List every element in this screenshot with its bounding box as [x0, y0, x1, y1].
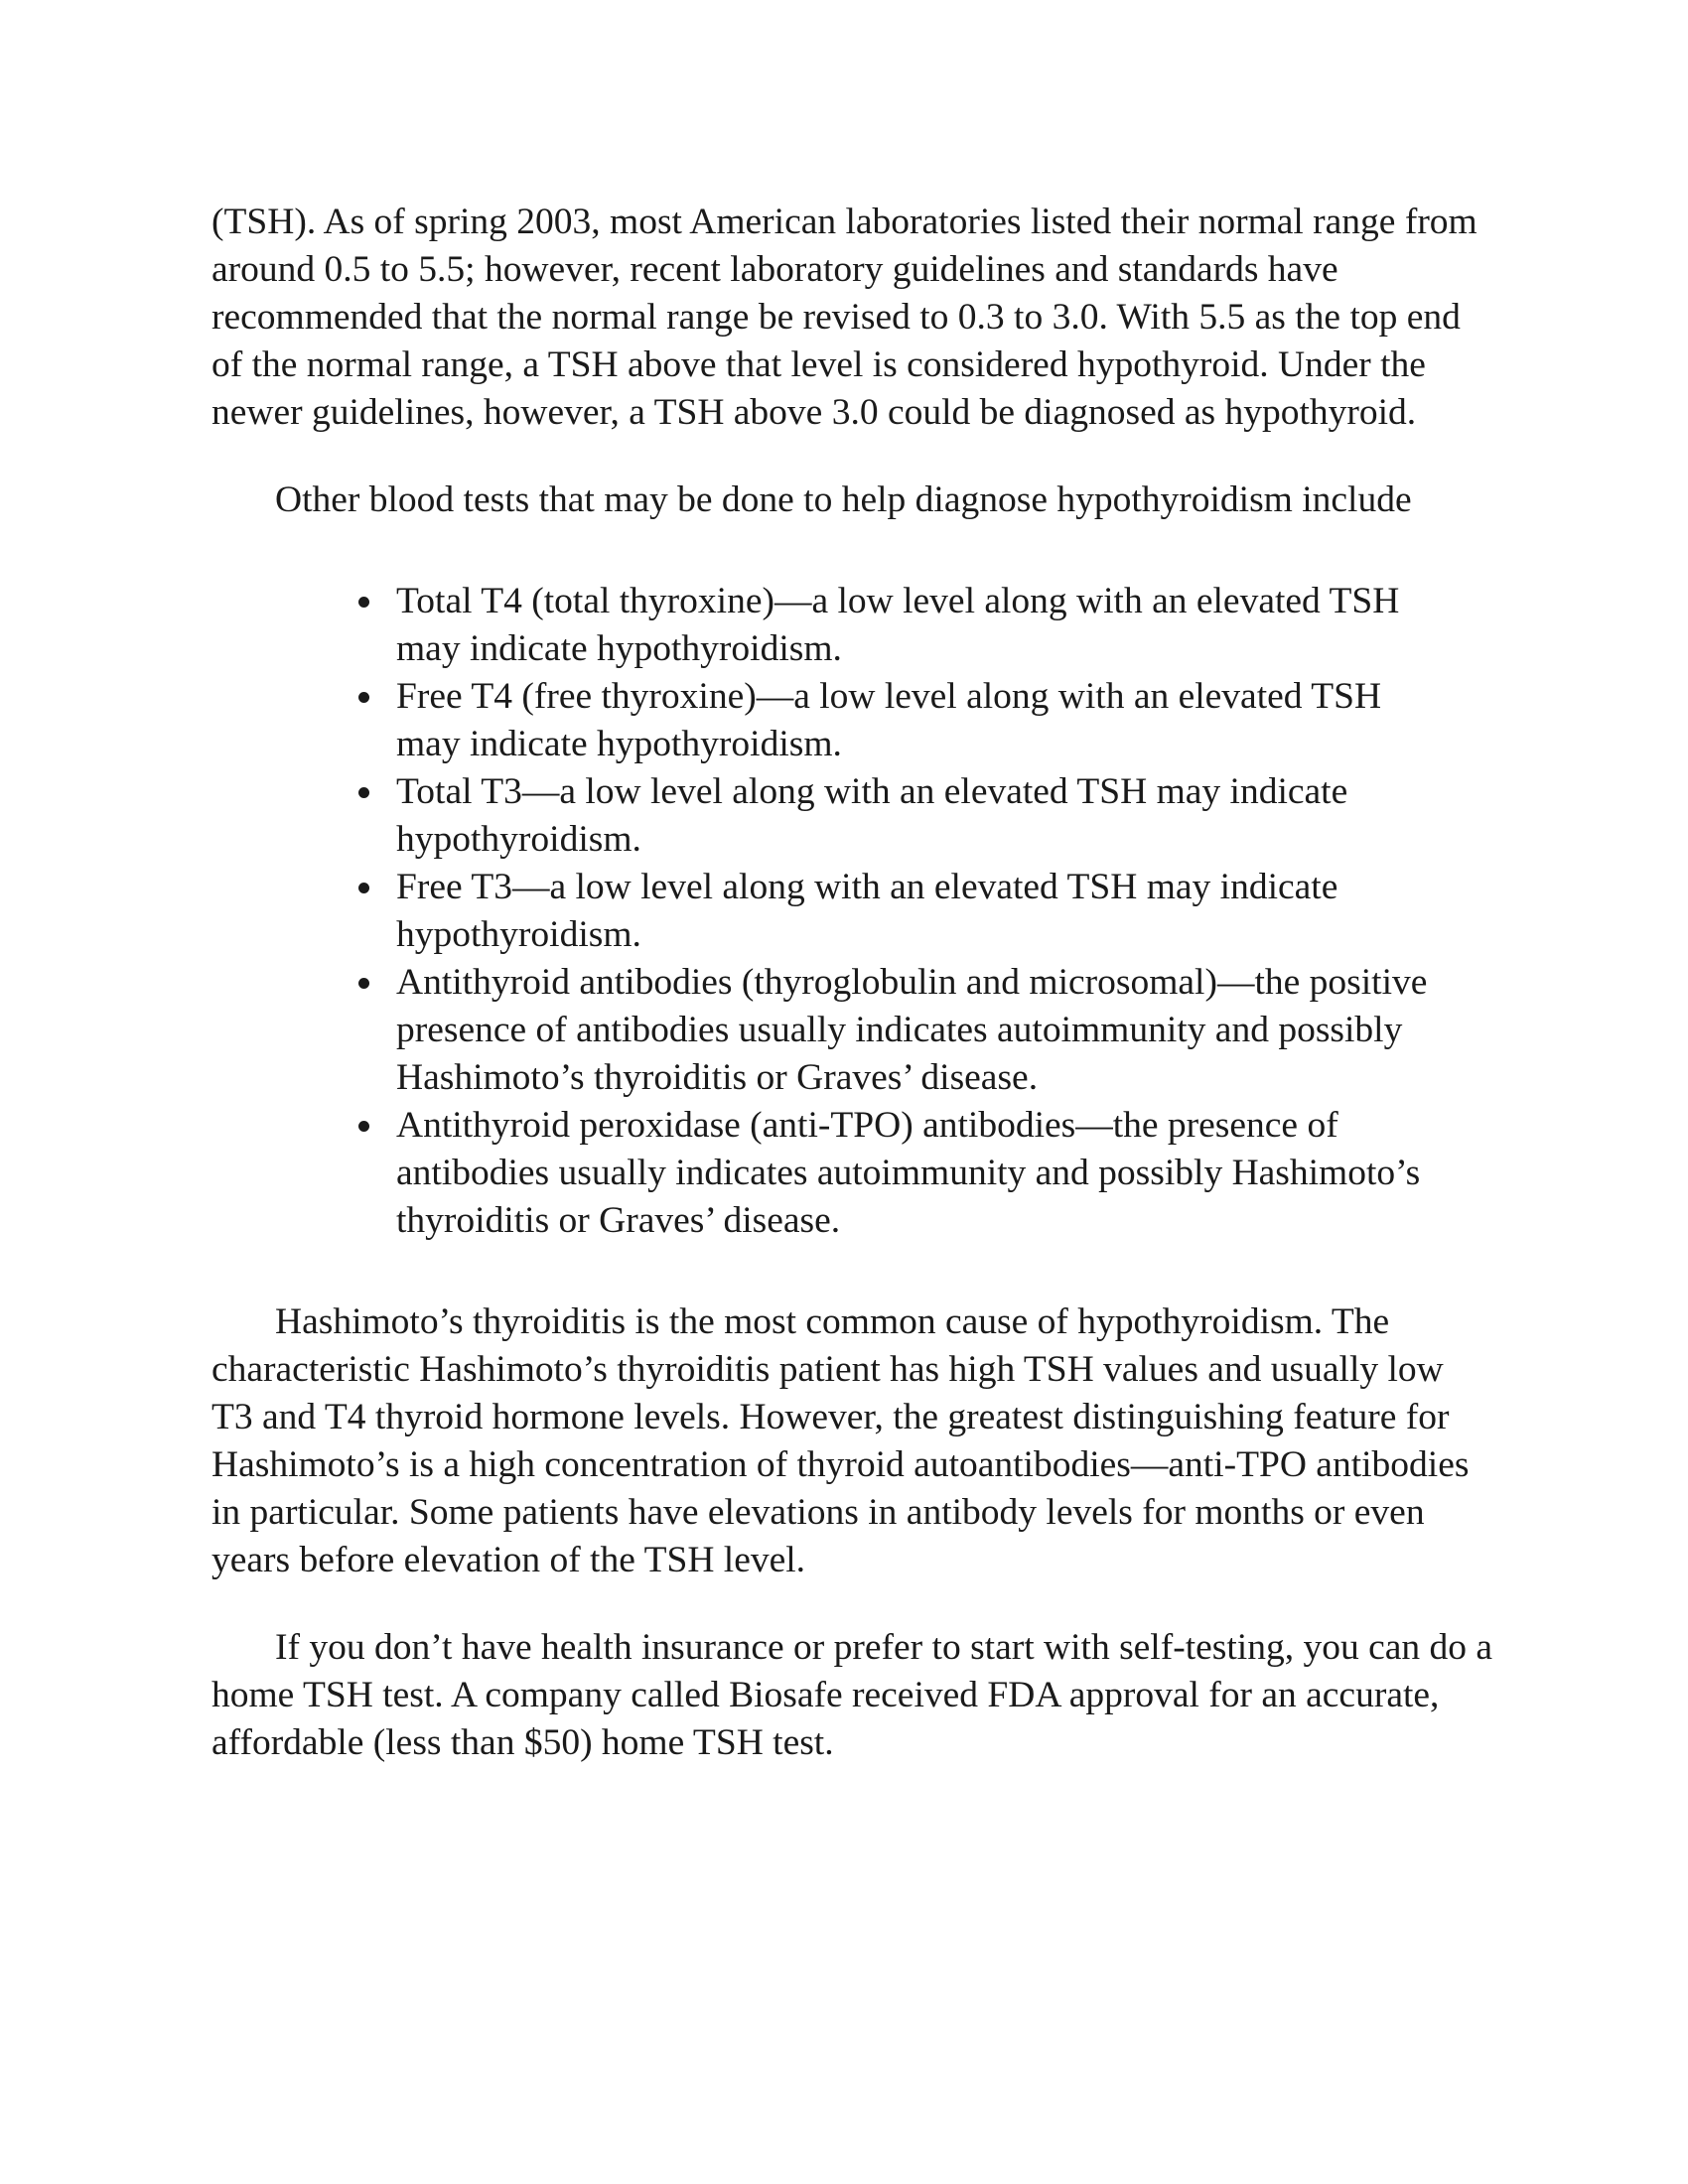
list-item-text: Antithyroid antibodies (thyroglobulin and microsomal)—the positive presence of antibodies usually indicates autoimmunity and possibly Hashimoto’s thyroiditis or Graves’ disease. [396, 962, 1428, 1098]
paragraph-other-tests-intro: Other blood tests that may be done to help diagnose hypothyroidism include [275, 479, 1412, 520]
paragraph-tsh-ranges: (TSH). As of spring 2003, most American laboratories listed their normal range from around 0.5 to 5.5; however, recent laboratory guidelines and standards have recommended that the normal range be revised to 0.3 to 3.0. With 5.5 as the top end of the normal range, a TSH above that level is considered hypothyroid. Under the newer guidelines, however, a TSH above 3.0 could be diagnosed as hypothyroid. [211, 202, 1477, 433]
bullet-icon [358, 978, 369, 989]
bullet-icon [358, 1121, 369, 1132]
list-item-text: Antithyroid peroxidase (anti-TPO) antibodies—the presence of antibodies usually indicates autoimmunity and possibly Hashimoto’s thyroiditis or Graves’ disease. [396, 1105, 1421, 1241]
list-item [396, 578, 1449, 673]
list-item-text: Free T3—a low level along with an elevated TSH may indicate hypothyroidism. [396, 867, 1338, 955]
paragraph-hashimotos: Hashimoto’s thyroiditis is the most common cause of hypothyroidism. The characteristic Hashimoto’s thyroiditis patient has high TSH values and usually low T3 and T4 thyroid hormone levels. However, the greatest distinguishing feature for Hashimoto’s is a high concentration of thyroid autoantibodies—anti-TPO antibodies in particular. Some patients have elevations in antibody levels for months or even years before elevation of the TSH level. [211, 1301, 1470, 1580]
paragraph-home-test: If you don’t have health insurance or prefer to start with self-testing, you can do a home TSH test. A company called Biosafe received FDA approval for an accurate, affordable (less than $50) home TSH test. [211, 1627, 1493, 1763]
bullet-icon [358, 883, 369, 893]
list-item-text: Free T4 (free thyroxine)—a low level along with an elevated TSH may indicate hypothyroidism. [396, 676, 1382, 764]
document-page [211, 199, 1492, 1767]
list-item-text: Total T3—a low level along with an elevated TSH may indicate hypothyroidism. [396, 771, 1348, 860]
list-item-text: Total T4 (total thyroxine)—a low level along with an elevated TSH may indicate hypothyroidism. [396, 581, 1400, 669]
list-item [396, 768, 1449, 864]
list-item [396, 673, 1449, 768]
bullet-icon [358, 787, 369, 798]
list-item [396, 864, 1449, 959]
list-item [396, 1102, 1449, 1245]
bullet-icon [358, 692, 369, 703]
bullet-icon [358, 597, 369, 608]
list-item [396, 959, 1449, 1102]
blood-tests-list [211, 578, 1449, 1245]
